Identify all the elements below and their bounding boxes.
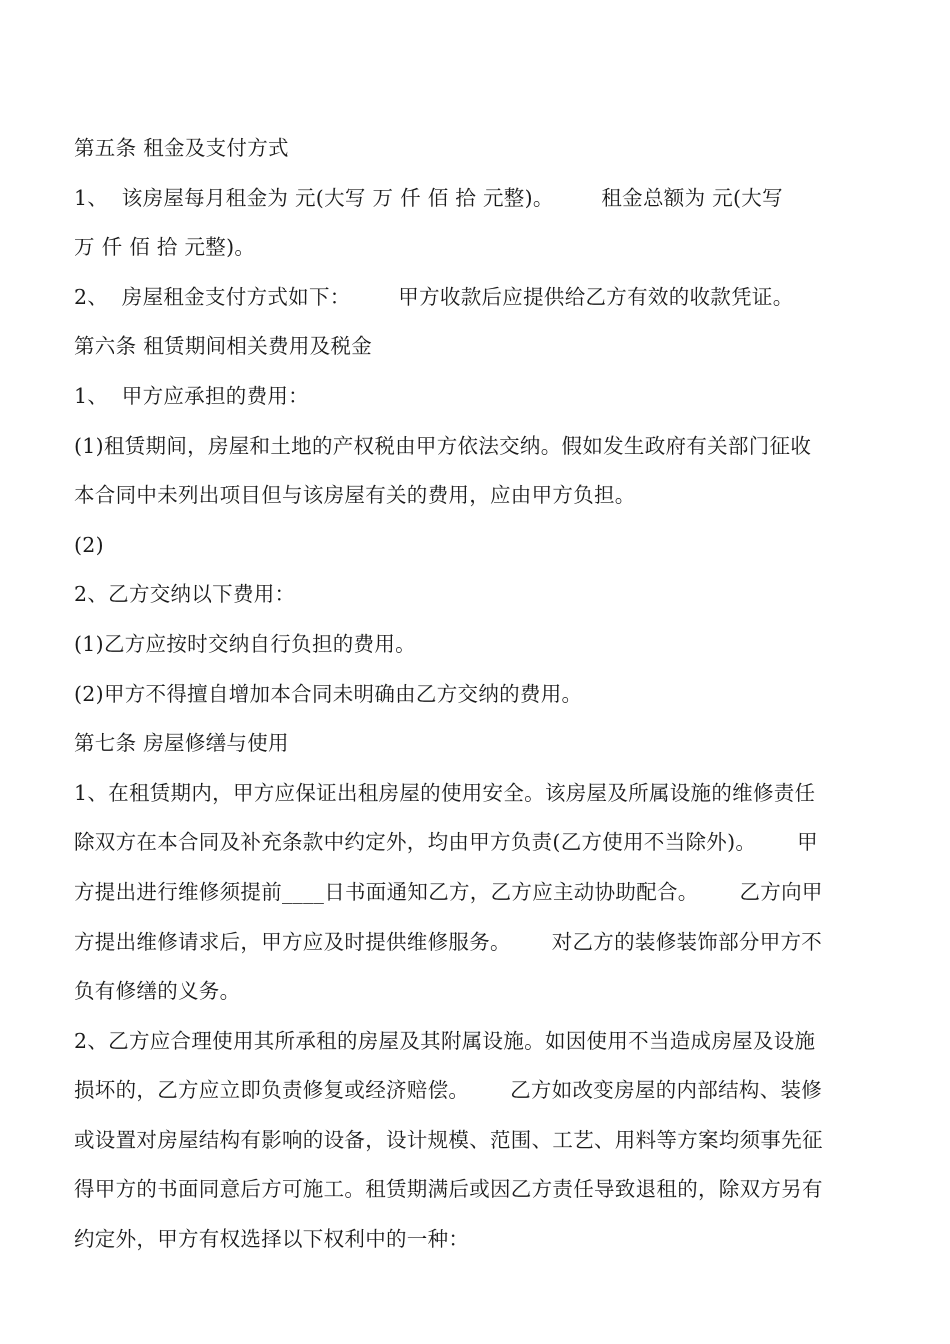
text-line: (1)乙方应按时交纳自行负担的费用。 — [74, 631, 416, 656]
text-line: 2、乙方交纳以下费用： — [74, 582, 296, 607]
contract-page — [74, 124, 880, 1265]
text-line: 本合同中未列出项目但与该房屋有关的费用，应由甲方负担。 — [74, 483, 636, 508]
text-line: 1、在租赁期内，甲方应保证出租房屋的使用安全。该房屋及所属设施的维修责任 — [74, 780, 816, 805]
text-line: 或设置对房屋结构有影响的设备，设计规模、范围、工艺、用料等方案均须事先征 — [74, 1127, 823, 1152]
article-5-heading: 第五条 租金及支付方式 — [74, 136, 289, 160]
text-line: 除双方在本合同及补充条款中约定外，均由甲方负责(乙方使用不当除外)。 甲 — [74, 830, 818, 855]
text-line: 方提出进行维修须提前____日书面通知乙方，乙方应主动协助配合。 乙方向甲 — [74, 879, 823, 904]
text-line: 得甲方的书面同意后方可施工。租赁期满后或因乙方责任导致退租的，除双方另有 — [74, 1177, 823, 1202]
text-line: 损坏的，乙方应立即负责修复或经济赔偿。 乙方如改变房屋的内部结构、装修 — [74, 1078, 823, 1103]
text-line: 方提出维修请求后，甲方应及时提供维修服务。 对乙方的装修装饰部分甲方不 — [74, 929, 823, 954]
article-6-heading: 第六条 租赁期间相关费用及税金 — [74, 334, 373, 359]
text-line: 约定外，甲方有权选择以下权利中的一种： — [74, 1227, 470, 1252]
text-line: 2、 房屋租金支付方式如下： 甲方收款后应提供给乙方有效的收款凭证。 — [74, 284, 794, 309]
text-line: 万 仟 佰 拾 元整)。 — [74, 235, 256, 260]
article-7-heading: 第七条 房屋修缮与使用 — [74, 731, 289, 756]
text-line: (2)甲方不得擅自增加本合同未明确由乙方交纳的费用。 — [74, 681, 583, 706]
text-line: 2、乙方应合理使用其所承租的房屋及其附属设施。如因使用不当造成房屋及设施 — [74, 1028, 816, 1053]
text-line: 1、 该房屋每月租金为 元(大写 万 仟 佰 拾 元整)。 租金总额为 元(大写 — [74, 185, 783, 210]
text-line: 负有修缮的义务。 — [74, 979, 241, 1004]
text-line: (2) — [74, 532, 104, 557]
text-line: (1)租赁期间，房屋和土地的产权税由甲方依法交纳。假如发生政府有关部门征收 — [74, 433, 812, 458]
text-line: 1、 甲方应承担的费用： — [74, 383, 309, 408]
